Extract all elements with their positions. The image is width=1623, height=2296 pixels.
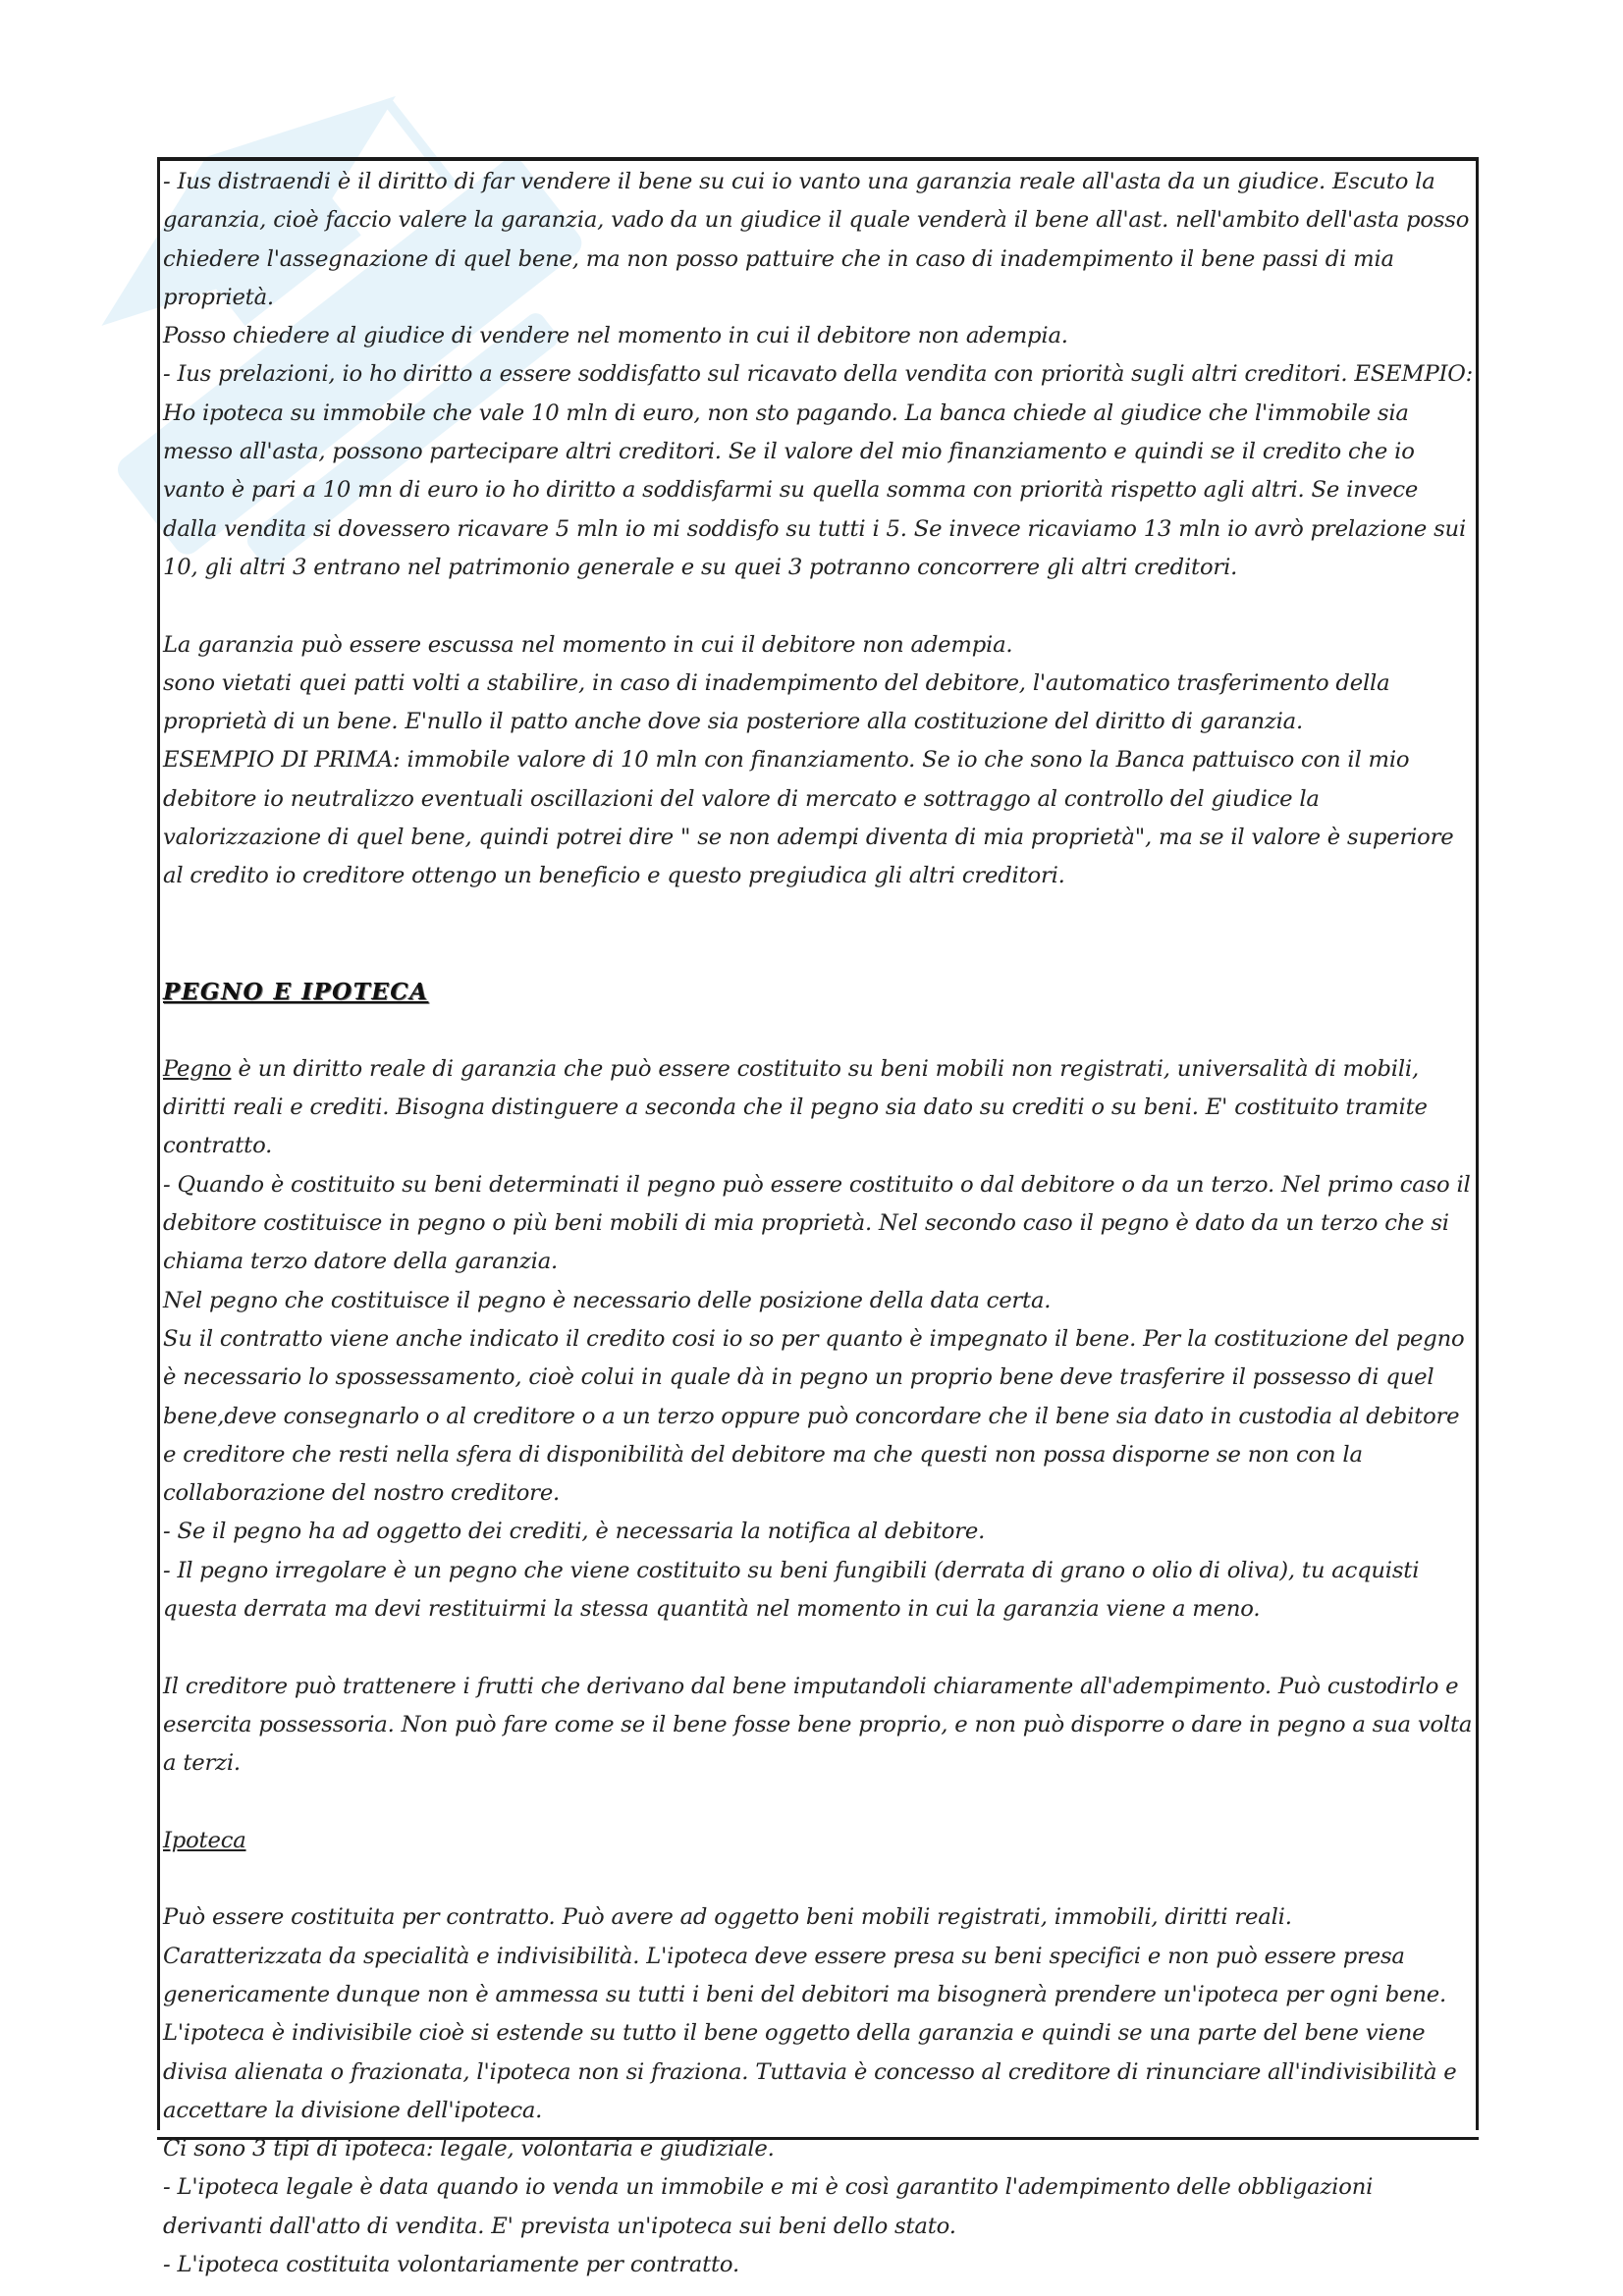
subheading-ipoteca: Ipoteca: [163, 1827, 246, 1853]
paragraph-ipoteca-specialita: Caratterizzata da specialità e indivisibilità. L'ipoteca deve essere presa su beni specifici e non può essere presa genericamente dunque non è ammessa su tutti i beni del debitori ma bisognerà prendere un'ipoteca per ogni bene.: [163, 1943, 1446, 2007]
paragraph-pegno-beni-determinati: - Quando è costituito su beni determinati il pegno può essere costituito o dal debitore o da un terzo. Nel primo caso il debitore costituisce in pegno o più beni mobili di mia proprietà. Nel secondo caso il pegno è dato da un terzo che si chiama terzo datore della garanzia.: [163, 1171, 1471, 1275]
paragraph-pegno-data-certa: Nel pegno che costituisce il pegno è necessario delle posizione della data certa.: [163, 1287, 1052, 1313]
paragraph-pegno-spossessamento: Su il contratto viene anche indicato il credito cosi io so per quanto è impegnato il bene. Per la costituzione del pegno è necessario lo spossessamento, cioè colui in quale dà in pegno un proprio bene deve trasferire il possesso di quel bene,deve consegnarlo o al creditore o a un terzo oppure può concordare che il bene sia dato in custodia al debitore e creditore che resti nella sfera di disponibilità del debitore ma che questi non possa disporne se non con la collaborazione del nostro creditore.: [163, 1325, 1465, 1507]
term-pegno: Pegno: [163, 1055, 232, 1082]
paragraph-pegno-definition: [163, 1050, 1475, 1166]
paragraph-ipoteca-volontaria: - L'ipoteca costituita volontariamente per contratto.: [163, 2252, 739, 2278]
paragraph-ipoteca-tipi: Ci sono 3 tipi di ipoteca: legale, volontaria e giudiziale.: [163, 2136, 775, 2163]
paragraph-ipoteca-legale: - L'ipoteca legale è data quando io venda un immobile e mi è così garantito l'adempimento delle obbligazioni derivanti dall'atto di vendita. E' prevista un'ipoteca sui beni dello stato.: [163, 2174, 1374, 2239]
paragraph-vendita-giudice: Posso chiedere al giudice di vendere nel momento in cui il debitore non adempia.: [163, 323, 1068, 349]
paragraph-patti-vietati: sono vietati quei patti volti a stabilire, in caso di inadempimento del debitore, l'automatico trasferimento della proprietà di un bene. E'nullo il patto anche dove sia posteriore alla costituzione del diritto di garanzia.: [163, 669, 1390, 735]
paragraph-garanzia-escussa: La garanzia può essere escussa nel momento in cui il debitore non adempia.: [163, 631, 1013, 658]
paragraph-creditore-frutti: Il creditore può trattenere i frutti che derivano dal bene imputandoli chiaramente all'adempimento. Può custodirlo e esercita possessoria. Non può fare come se il bene fosse bene proprio, e non può disporre o dare in pegno a sua volta a terzi.: [163, 1673, 1473, 1777]
paragraph-ipoteca-indivisibile: L'ipoteca è indivisibile cioè si estende su tutto il bene oggetto della garanzia e quindi se una parte del bene viene divisa alienata o frazionata, l'ipoteca non si fraziona. Tuttavia è concesso al creditore di rinunciare all'indivisibilità e accettare la divisione dell'ipoteca.: [163, 2020, 1457, 2123]
paragraph-pegno-irregolare: - Il pegno irregolare è un pegno che viene costituito su beni fungibili (derrata di grano o olio di oliva), tu acquisti questa derrata ma devi restituirmi la stessa quantità nel momento in cui la garanzia viene a meno.: [163, 1557, 1420, 1622]
section-heading-pegno-ipoteca: PEGNO E IPOTECA: [163, 979, 429, 1006]
pegno-definition-text: è un diritto reale di garanzia che può essere costituito su beni mobili non registrati, universalità di mobili, diritti reali e crediti. Bisogna distinguere a seconda che il pegno sia dato su crediti o su beni. E' costituito tramite contratto.: [163, 1055, 1428, 1159]
paragraph-pegno-crediti: - Se il pegno ha ad oggetto dei crediti, è necessaria la notifica al debitore.: [163, 1519, 986, 1545]
paragraph-ius-distraendi: - Ius distraendi è il diritto di far vendere il bene su cui io vanto una garanzia reale all'asta da un giudice. Escuto la garanzia, cioè faccio valere la garanzia, vado da un giudice il quale venderà il bene all'ast. nell'ambito dell'asta posso chiedere l'assegnazione di quel bene, ma non posso pattuire che in caso di inadempimento il bene passi di mia proprietà.: [163, 169, 1470, 310]
paragraph-ipoteca-contratto: Può essere costituita per contratto. Può avere ad oggetto beni mobili registrati, immobili, diritti reali.: [163, 1904, 1292, 1931]
paragraph-esempio-di-prima: ESEMPIO DI PRIMA: immobile valore di 10 mln con finanziamento. Se io che sono la Banca pattuisco con il mio debitore io neutralizzo eventuali oscillazioni del valore di mercato e sottraggo al controllo del giudice la valorizzazione di quel bene, quindi potrei dire " se non adempi diventa di mia proprietà", ma se il valore è superiore al credito io creditore ottengo un beneficio e questo pregiudica gli altri creditori.: [163, 747, 1454, 889]
document-body: [163, 163, 1475, 2284]
paragraph-ius-prelazioni: - Ius prelazioni, io ho diritto a essere soddisfatto sul ricavato della vendita con priorità sugli altri creditori. ESEMPIO: Ho ipoteca su immobile che vale 10 mln di euro, non sto pagando. La banca chiede al giudice che l'immobile sia messo all'asta, possono partecipare altri creditori. Se il valore del mio finanziamento e quindi se il credito che io vanto è pari a 10 mn di euro io ho diritto a soddisfarmi su quella somma con priorità rispetto agli altri. Se invece dalla vendita si dovessero ricavare 5 mln io mi soddisfo su tutti i 5. Se invece ricaviamo 13 mln io avrò prelazione sui 10, gli altri 3 entrano nel patrimonio generale e su quei 3 potranno concorrere gli altri creditori.: [163, 361, 1474, 580]
